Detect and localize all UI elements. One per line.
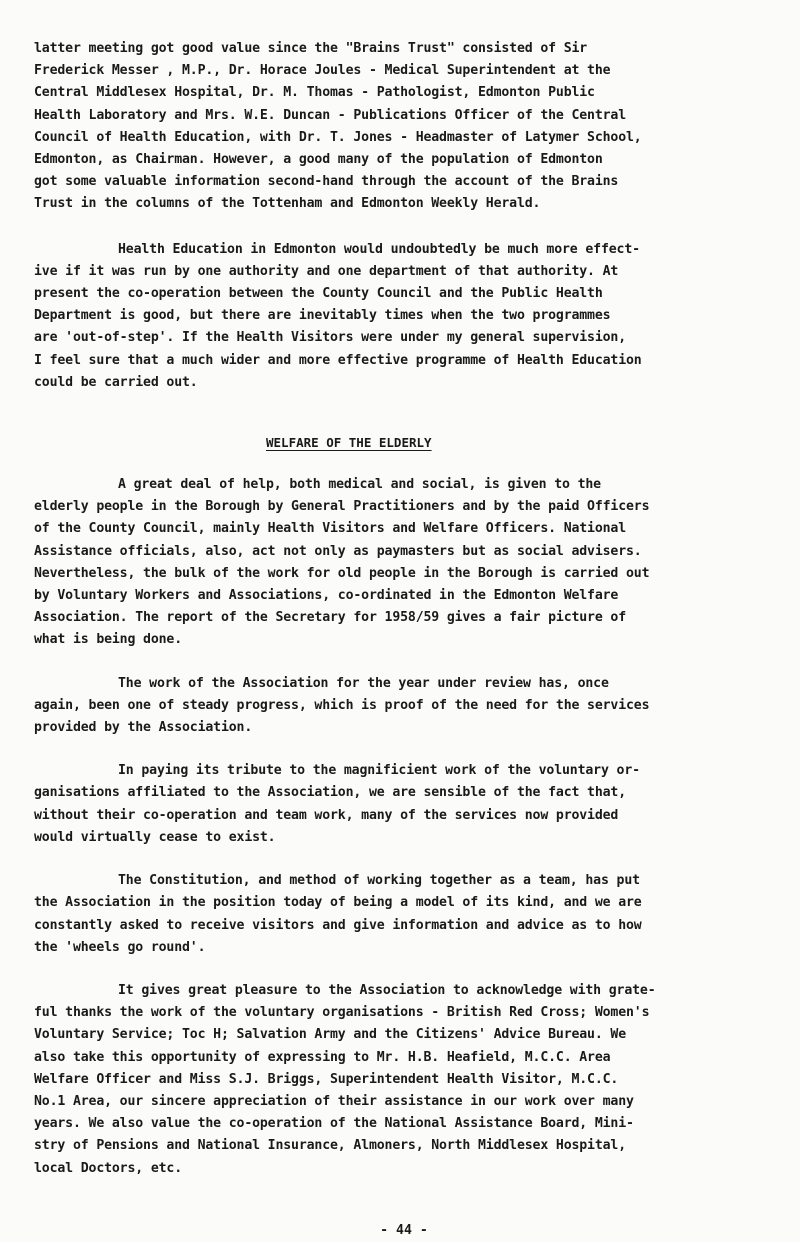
text-line: would virtually cease to exist. [34,829,276,845]
text-line: Frederick Messer , M.P., Dr. Horace Joules - Medical Superintendent at the [34,63,611,79]
text-line: In paying its tribute to the magnificient work of the voluntary or- [118,763,640,779]
text-line: The work of the Association for the year under review has, once [118,675,609,691]
text-line: ive if it was run by one authority and one department of that authority. At [34,263,619,279]
paragraph-tribute [34,760,774,849]
text-line: of the County Council, mainly Health Visitors and Welfare Officers. National [34,521,627,537]
text-line: what is being done. [34,632,183,648]
text-line: I feel sure that a much wider and more effective programme of Health Education [34,352,642,368]
text-line: Welfare Officer and Miss S.J. Briggs, Superintendent Health Visitor, M.C.C. [34,1071,619,1087]
text-line: Assistance officials, also, act not only as paymasters but as social advisers. [34,543,642,559]
footer-spacer [34,1180,774,1220]
page-number: - 44 - [380,1222,428,1238]
paragraph-spacer [34,652,774,673]
text-line: present the co-operation between the County Council and the Public Health [34,286,603,302]
text-line: are 'out-of-step'. If the Health Visitors were under my general supervision, [34,330,627,346]
text-line: A great deal of help, both medical and social, is given to the [118,477,601,493]
text-line: also take this opportunity of expressing to Mr. H.B. Heafield, M.C.C. Area [34,1049,611,1065]
paragraph-brains-trust [34,38,774,216]
paragraph-spacer [34,959,774,980]
text-line: Voluntary Service; Toc H; Salvation Army and the Citizens' Advice Bureau. We [34,1027,627,1043]
text-line: by Voluntary Workers and Associations, co-ordinated in the Edmonton Welfare [34,588,619,604]
text-line: ganisations affiliated to the Association, we are sensible of the fact that, [34,785,627,801]
document-page [34,38,774,1242]
text-line: again, been one of steady progress, which is proof of the need for the services [34,697,650,713]
text-line: No.1 Area, our sincere appreciation of their assistance in our work over many [34,1093,634,1109]
text-line: without their co-operation and team work, many of the services now provided [34,807,619,823]
text-line: Nevertheless, the bulk of the work for old people in the Borough is carried out [34,565,650,581]
text-line: It gives great pleasure to the Association to acknowledge with grate- [118,982,656,998]
paragraph-steady-progress [34,673,774,740]
text-line: The Constitution, and method of working together as a team, has put [118,873,640,889]
paragraph-acknowledgements [34,980,774,1180]
paragraph-health-education [34,239,774,394]
paragraph-spacer [34,739,774,760]
text-line: could be carried out. [34,374,198,390]
text-line: Central Middlesex Hospital, Dr. M. Thomas - Pathologist, Edmonton Public [34,85,595,101]
text-line: provided by the Association. [34,720,253,736]
text-line: stry of Pensions and National Insurance, Almoners, North Middlesex Hospital, [34,1138,627,1154]
text-line: Association. The report of the Secretary for 1958/59 gives a fair picture of [34,610,627,626]
text-line: elderly people in the Borough by General Practitioners and by the paid Officers [34,499,650,515]
text-line: the Association in the position today of being a model of its kind, and we are [34,895,642,911]
text-line: Trust in the columns of the Tottenham and Edmonton Weekly Herald. [34,196,541,212]
text-line: Council of Health Education, with Dr. T. Jones - Headmaster of Latymer School, [34,129,642,145]
text-line: Health Laboratory and Mrs. W.E. Duncan - Publications Officer of the Central [34,107,627,123]
text-line: ful thanks the work of the voluntary organisations - British Red Cross; Women's [34,1005,650,1021]
text-line: Health Education in Edmonton would undoubtedly be much more effect- [118,241,640,257]
text-line: years. We also value the co-operation of the National Assistance Board, Mini- [34,1116,634,1132]
section-heading: WELFARE OF THE ELDERLY [266,435,432,451]
text-line: the 'wheels go round'. [34,939,206,955]
text-line: Edmonton, as Chairman. However, a good many of the population of Edmonton [34,152,603,168]
paragraph-help-for-elderly [34,474,774,652]
section-spacer [34,454,774,474]
text-line: local Doctors, etc. [34,1160,183,1176]
text-line: constantly asked to receive visitors and give information and advice as to how [34,917,642,933]
text-line: got some valuable information second-hand through the account of the Brains [34,174,619,190]
paragraph-spacer [34,849,774,870]
paragraph-constitution [34,870,774,959]
section-spacer [34,394,774,432]
text-line: Department is good, but there are inevitably times when the two programmes [34,308,611,324]
paragraph-spacer [34,216,774,239]
text-line: latter meeting got good value since the "Brains Trust" consisted of Sir [34,41,588,56]
